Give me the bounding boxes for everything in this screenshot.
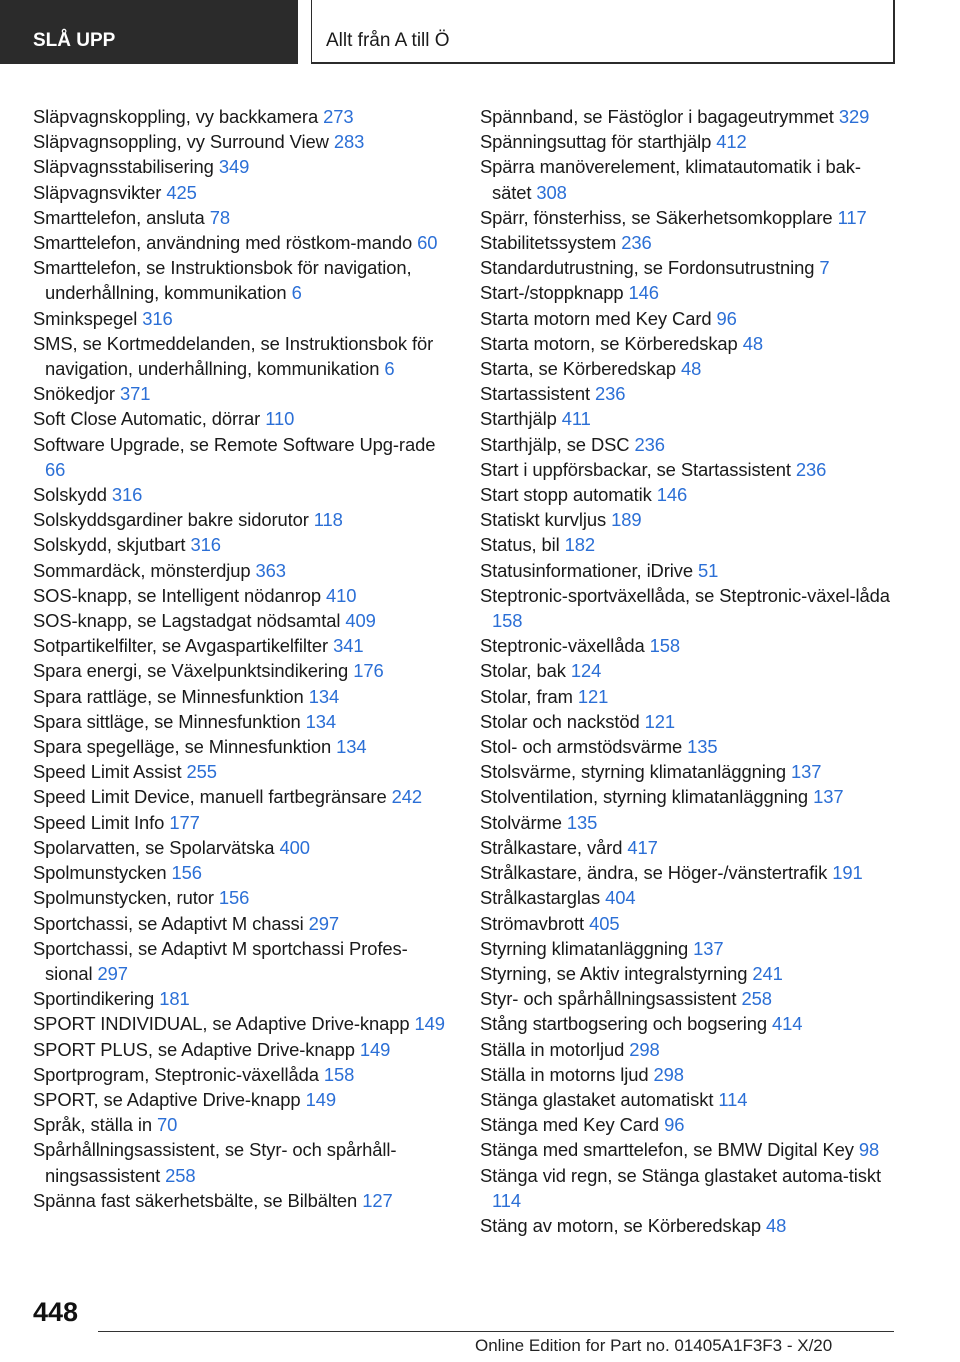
index-term: Spara energi, se Växelpunktsindikering <box>33 660 349 682</box>
index-entry <box>33 759 448 784</box>
index-term: Stänga med smarttelefon, se BMW Digital Key <box>480 1139 854 1161</box>
page-link[interactable]: 404 <box>605 887 636 909</box>
page-link[interactable]: 114 <box>718 1088 748 1110</box>
page-link[interactable]: 410 <box>326 584 357 606</box>
chapter-title: Allt från A till Ö <box>311 0 895 64</box>
index-term: Släpvagnskoppling, vy backkamera <box>33 106 319 127</box>
page-header <box>0 0 960 64</box>
page-link[interactable]: 156 <box>171 862 202 884</box>
index-entry <box>480 482 900 507</box>
index-term: Sotpartikelfilter, se Avgaspartikelfilter <box>33 635 329 657</box>
index-entry <box>480 961 900 986</box>
page-link[interactable]: 48 <box>681 358 702 380</box>
index-term: SOS-knapp, se Lagstadgat nödsamtal <box>33 610 341 632</box>
index-entry <box>33 734 448 759</box>
index-term: Sminkspegel <box>33 307 138 329</box>
page-link[interactable]: 236 <box>634 433 665 455</box>
index-entry <box>33 507 448 532</box>
index-term: Soft Close Automatic, dörrar <box>33 408 261 430</box>
index-entry <box>480 684 900 709</box>
page-link[interactable]: 146 <box>656 484 688 506</box>
page-link[interactable]: 121 <box>644 710 676 732</box>
page-link[interactable]: 189 <box>611 509 642 531</box>
index-term: Start stopp automatik <box>480 484 652 506</box>
page-link[interactable]: 414 <box>771 1013 803 1035</box>
page-link[interactable]: 258 <box>165 1164 196 1186</box>
index-term: Stänga med Key Card <box>480 1114 660 1136</box>
index-term: Stol- och armstödsvärme <box>480 736 683 758</box>
index-term: Styr- och spårhållningsassistent <box>480 988 737 1010</box>
page-link[interactable]: 341 <box>333 635 364 657</box>
page-link[interactable]: 60 <box>417 232 438 254</box>
index-term: Strålkastare, vård <box>480 836 623 858</box>
page-link[interactable]: 51 <box>697 559 719 581</box>
index-entry <box>480 1037 900 1062</box>
section-tab: SLÅ UPP <box>0 0 298 64</box>
index-entry <box>33 936 448 986</box>
page-link[interactable]: 48 <box>742 332 763 354</box>
index-entry <box>33 532 448 557</box>
page-link[interactable]: 127 <box>362 1189 393 1211</box>
index-entry <box>480 129 900 154</box>
index-entry <box>33 885 448 910</box>
index-term: Speed Limit Assist <box>33 761 182 783</box>
page-link[interactable]: 412 <box>716 131 747 153</box>
index-entry <box>33 1188 448 1213</box>
index-term: Smarttelefon, användning med röstkom-mando <box>33 232 413 254</box>
index-entry <box>480 306 900 331</box>
index-term: Spänna fast säkerhetsbälte, se Bilbälten <box>33 1189 358 1211</box>
index-entry <box>33 658 448 683</box>
index-entry <box>33 709 448 734</box>
index-term: Släpvagnsstabilisering <box>33 156 214 178</box>
page-link[interactable]: 242 <box>391 786 422 808</box>
page-link[interactable]: 329 <box>838 106 870 127</box>
index-entry <box>33 180 448 205</box>
page-link[interactable]: 297 <box>308 912 340 934</box>
index-term: Starthjälp, se DSC <box>480 433 630 455</box>
page-link[interactable]: 255 <box>186 761 217 783</box>
index-entry <box>480 885 900 910</box>
index-term: Styrning klimatanläggning <box>480 937 689 959</box>
index-entry <box>480 205 900 230</box>
index-term: Spärr, fönsterhiss, se Säkerhetsomkopplare <box>480 206 833 228</box>
index-term: Smarttelefon, se Instruktionsbok för navigation, underhållning, kommunikation <box>33 257 412 304</box>
index-term: Språk, ställa in <box>33 1114 153 1136</box>
index-term: Sportchassi, se Adaptivt M sportchassi Profes-sional <box>33 937 408 984</box>
index-entry <box>33 406 448 431</box>
index-entry <box>480 784 900 809</box>
index-term: Spolmunstycken <box>33 862 167 884</box>
page-link[interactable]: 191 <box>832 862 863 884</box>
index-term: Strålkastarglas <box>480 887 601 909</box>
index-entry <box>480 406 900 431</box>
index-term: Stolar och nackstöd <box>480 710 640 732</box>
page-link[interactable]: 316 <box>142 307 173 329</box>
page-link[interactable]: 6 <box>384 358 395 380</box>
index-entry <box>480 532 900 557</box>
index-entry <box>33 255 448 305</box>
index-term: Släpvagnsvikter <box>33 181 162 203</box>
index-entry <box>480 154 900 204</box>
index-term: Statiskt kurvljus <box>480 509 607 531</box>
index-term: Stång startbogsering och bogsering <box>480 1013 767 1035</box>
index-term: Stolar, fram <box>480 685 573 707</box>
index-entry <box>33 835 448 860</box>
page-link[interactable]: 176 <box>353 660 384 682</box>
index-term: Starta, se Körberedskap <box>480 358 677 380</box>
page-number: 448 <box>33 1297 79 1327</box>
index-entry <box>33 583 448 608</box>
page-link[interactable]: 273 <box>323 106 354 127</box>
index-entry <box>480 457 900 482</box>
index-term: Spärra manöverelement, klimatautomatik i bak-sätet <box>480 156 861 203</box>
index-term: Standardutrustning, se Fordonsutrustning <box>480 257 815 279</box>
page-link[interactable]: 158 <box>323 1063 355 1085</box>
index-entry <box>480 331 900 356</box>
index-term: Speed Limit Device, manuell fartbegränsare <box>33 786 387 808</box>
index-term: SPORT, se Adaptive Drive-knapp <box>33 1088 301 1110</box>
page-link[interactable]: 70 <box>157 1114 178 1136</box>
index-entry <box>480 280 900 305</box>
index-entry <box>480 1163 900 1213</box>
index-term: Solskydd, skjutbart <box>33 534 186 556</box>
page-link[interactable]: 283 <box>333 131 365 153</box>
page-link[interactable]: 241 <box>752 962 783 984</box>
index-term: Strömavbrott <box>480 912 585 934</box>
page-link[interactable]: 156 <box>218 887 250 909</box>
page-link[interactable]: 78 <box>209 206 230 228</box>
index-term: Speed Limit Info <box>33 811 165 833</box>
index-column-left <box>33 104 448 1213</box>
page-link[interactable]: 117 <box>837 206 867 228</box>
page-link[interactable]: 411 <box>561 408 591 430</box>
page-link[interactable]: 400 <box>279 836 310 858</box>
index-entry <box>480 432 900 457</box>
index-term: Smarttelefon, ansluta <box>33 206 205 228</box>
page-link[interactable]: 298 <box>653 1063 684 1085</box>
index-entry <box>33 1087 448 1112</box>
index-entry <box>480 759 900 784</box>
index-entry <box>33 1037 448 1062</box>
index-term: Spårhållningsassistent, se Styr- och spårhåll-ningsassistent <box>33 1139 397 1186</box>
index-term: SOS-knapp, se Intelligent nödanrop <box>33 584 321 606</box>
page-link[interactable]: 236 <box>621 232 652 254</box>
footer-divider <box>98 1331 894 1332</box>
page-link[interactable]: 66 <box>45 458 66 480</box>
page-link[interactable]: 298 <box>629 1038 660 1060</box>
index-entry <box>480 1137 900 1162</box>
page-link[interactable]: 134 <box>336 736 367 758</box>
page-link[interactable]: 135 <box>687 736 718 758</box>
index-term: Start i uppförsbackar, se Startassistent <box>480 458 791 480</box>
index-term: Sportchassi, se Adaptivt M chassi <box>33 912 304 934</box>
index-term: Stolsvärme, styrning klimatanläggning <box>480 761 787 783</box>
index-entry <box>480 986 900 1011</box>
index-entry <box>480 911 900 936</box>
index-term: Stänga glastaket automatiskt <box>480 1088 714 1110</box>
page-link[interactable]: 135 <box>566 811 598 833</box>
index-entry <box>33 633 448 658</box>
index-term: Starthjälp <box>480 408 557 430</box>
index-entry <box>480 558 900 583</box>
index-entry <box>33 331 448 381</box>
index-entry <box>33 306 448 331</box>
index-entry <box>33 482 448 507</box>
index-entry <box>33 205 448 230</box>
page-link[interactable]: 7 <box>819 257 830 279</box>
index-term: Spara spegelläge, se Minnesfunktion <box>33 736 332 758</box>
page-link[interactable]: 149 <box>305 1088 336 1110</box>
index-entry <box>33 104 448 129</box>
page-link[interactable]: 137 <box>791 761 822 783</box>
page-link[interactable]: 146 <box>628 282 659 304</box>
page-link[interactable]: 114 <box>492 1189 522 1211</box>
index-entry <box>33 810 448 835</box>
index-entry <box>33 154 448 179</box>
index-entry <box>480 507 900 532</box>
footer-edition: Online Edition for Part no. 01405A1F3F3 - X/20 <box>475 1336 833 1355</box>
index-term: Startassistent <box>480 383 591 405</box>
index-entry <box>480 860 900 885</box>
index-term: Sportindikering <box>33 988 155 1010</box>
page-link[interactable]: 308 <box>536 181 567 203</box>
index-term: Solskydd <box>33 484 107 506</box>
page-link[interactable]: 297 <box>97 962 128 984</box>
page-link[interactable]: 316 <box>190 534 221 556</box>
index-entry <box>480 1213 900 1238</box>
index-entry <box>480 835 900 860</box>
page-link[interactable]: 121 <box>577 685 609 707</box>
index-entry <box>480 633 900 658</box>
index-entry <box>33 986 448 1011</box>
page-link[interactable]: 6 <box>291 282 302 304</box>
index-entry <box>33 784 448 809</box>
index-entry <box>480 1087 900 1112</box>
index-entry <box>480 709 900 734</box>
index-entry <box>480 230 900 255</box>
page-link[interactable]: 371 <box>119 383 151 405</box>
index-entry <box>33 608 448 633</box>
index-entry <box>33 129 448 154</box>
index-term: Starta motorn, se Körberedskap <box>480 332 738 354</box>
page-link[interactable]: 177 <box>169 811 200 833</box>
index-entry <box>33 230 448 255</box>
index-term: Software Upgrade, se Remote Software Upg-rade <box>33 433 436 455</box>
index-term: SPORT PLUS, se Adaptive Drive-knapp <box>33 1038 355 1060</box>
index-entry <box>480 1011 900 1036</box>
index-entry <box>33 684 448 709</box>
index-term: Sommardäck, mönsterdjup <box>33 559 251 581</box>
page-link[interactable]: 181 <box>159 988 190 1010</box>
index-entry <box>33 911 448 936</box>
page-link[interactable]: 158 <box>649 635 681 657</box>
index-entry <box>33 1011 448 1036</box>
index-entry <box>480 356 900 381</box>
index-term: Stabilitetssystem <box>480 232 617 254</box>
page-link[interactable]: 124 <box>570 660 602 682</box>
page-link[interactable]: 425 <box>166 181 197 203</box>
index-term: Spara sittläge, se Minnesfunktion <box>33 710 301 732</box>
index-term: Starta motorn med Key Card <box>480 307 712 329</box>
index-term: Stäng av motorn, se Körberedskap <box>480 1214 761 1236</box>
page-link[interactable]: 158 <box>492 610 523 632</box>
page-link[interactable]: 137 <box>693 937 724 959</box>
page-link[interactable]: 137 <box>813 786 844 808</box>
page-link[interactable]: 96 <box>716 307 737 329</box>
index-term: Spolarvatten, se Spolarvätska <box>33 836 275 858</box>
index-entry <box>33 1062 448 1087</box>
index-entry <box>33 381 448 406</box>
index-entry <box>480 734 900 759</box>
page-link[interactable]: 316 <box>111 484 143 506</box>
index-term: Stolvärme <box>480 811 562 833</box>
index-entry <box>480 1112 900 1137</box>
index-entry <box>480 936 900 961</box>
page-link[interactable]: 258 <box>741 988 772 1010</box>
index-entry <box>480 1062 900 1087</box>
page-link[interactable]: 417 <box>627 836 658 858</box>
page-link[interactable]: 236 <box>595 383 626 405</box>
index-term: Steptronic-växellåda <box>480 635 645 657</box>
index-column-right <box>480 104 900 1238</box>
page-link[interactable]: 98 <box>858 1139 880 1161</box>
page-link[interactable]: 236 <box>795 458 827 480</box>
index-term: Spännband, se Fästöglor i bagageutrymmet <box>480 106 834 127</box>
page-link[interactable]: 149 <box>359 1038 391 1060</box>
page-link[interactable]: 182 <box>564 534 596 556</box>
index-term: Statusinformationer, iDrive <box>480 559 693 581</box>
index-entry <box>480 104 900 129</box>
page-link[interactable]: 48 <box>766 1214 787 1236</box>
page-link[interactable]: 134 <box>305 710 337 732</box>
index-entry <box>33 432 448 482</box>
index-term: Stolar, bak <box>480 660 566 682</box>
index-term: Strålkastare, ändra, se Höger-/vänstertrafik <box>480 862 828 884</box>
index-term: Stolventilation, styrning klimatanläggning <box>480 786 809 808</box>
index-entry <box>33 1112 448 1137</box>
index-term: Steptronic-sportväxellåda, se Steptronic-växel-låda <box>480 584 890 606</box>
index-entry <box>480 810 900 835</box>
index-entry <box>33 860 448 885</box>
index-entry <box>480 255 900 280</box>
index-term: Solskyddsgardiner bakre sidorutor <box>33 509 309 531</box>
page-link[interactable]: 118 <box>313 509 343 531</box>
index-term: Spolmunstycken, rutor <box>33 887 214 909</box>
page-link[interactable]: 409 <box>345 610 376 632</box>
index-term: Styrning, se Aktiv integralstyrning <box>480 962 748 984</box>
index-entry <box>480 583 900 633</box>
index-entry <box>33 558 448 583</box>
index-term: Start-/stoppknapp <box>480 282 624 304</box>
index-entry <box>480 658 900 683</box>
index-term: Släpvagnsoppling, vy Surround View <box>33 131 329 153</box>
page-link[interactable]: 405 <box>589 912 620 934</box>
index-term: Spara rattläge, se Minnesfunktion <box>33 685 304 707</box>
page-link[interactable]: 149 <box>414 1013 445 1035</box>
page-link[interactable]: 96 <box>664 1114 685 1136</box>
page-link[interactable]: 134 <box>308 685 340 707</box>
index-entry <box>33 1137 448 1187</box>
index-term: Spänningsuttag för starthjälp <box>480 131 712 153</box>
index-term: Status, bil <box>480 534 560 556</box>
index-term: Stänga vid regn, se Stänga glastaket automa-tiskt <box>480 1164 881 1186</box>
index-entry <box>480 381 900 406</box>
index-term: Snökedjor <box>33 383 115 405</box>
page-link[interactable]: 349 <box>218 156 250 178</box>
index-term: Sportprogram, Steptronic-växellåda <box>33 1063 319 1085</box>
index-term: Ställa in motorljud <box>480 1038 625 1060</box>
index-term: Ställa in motorns ljud <box>480 1063 649 1085</box>
page-link[interactable]: 363 <box>255 559 286 581</box>
page-link[interactable]: 110 <box>265 408 295 430</box>
index-term: SPORT INDIVIDUAL, se Adaptive Drive-knapp <box>33 1013 410 1035</box>
index-term: SMS, se Kortmeddelanden, se Instruktionsbok för navigation, underhållning, kommunikation <box>33 332 434 380</box>
